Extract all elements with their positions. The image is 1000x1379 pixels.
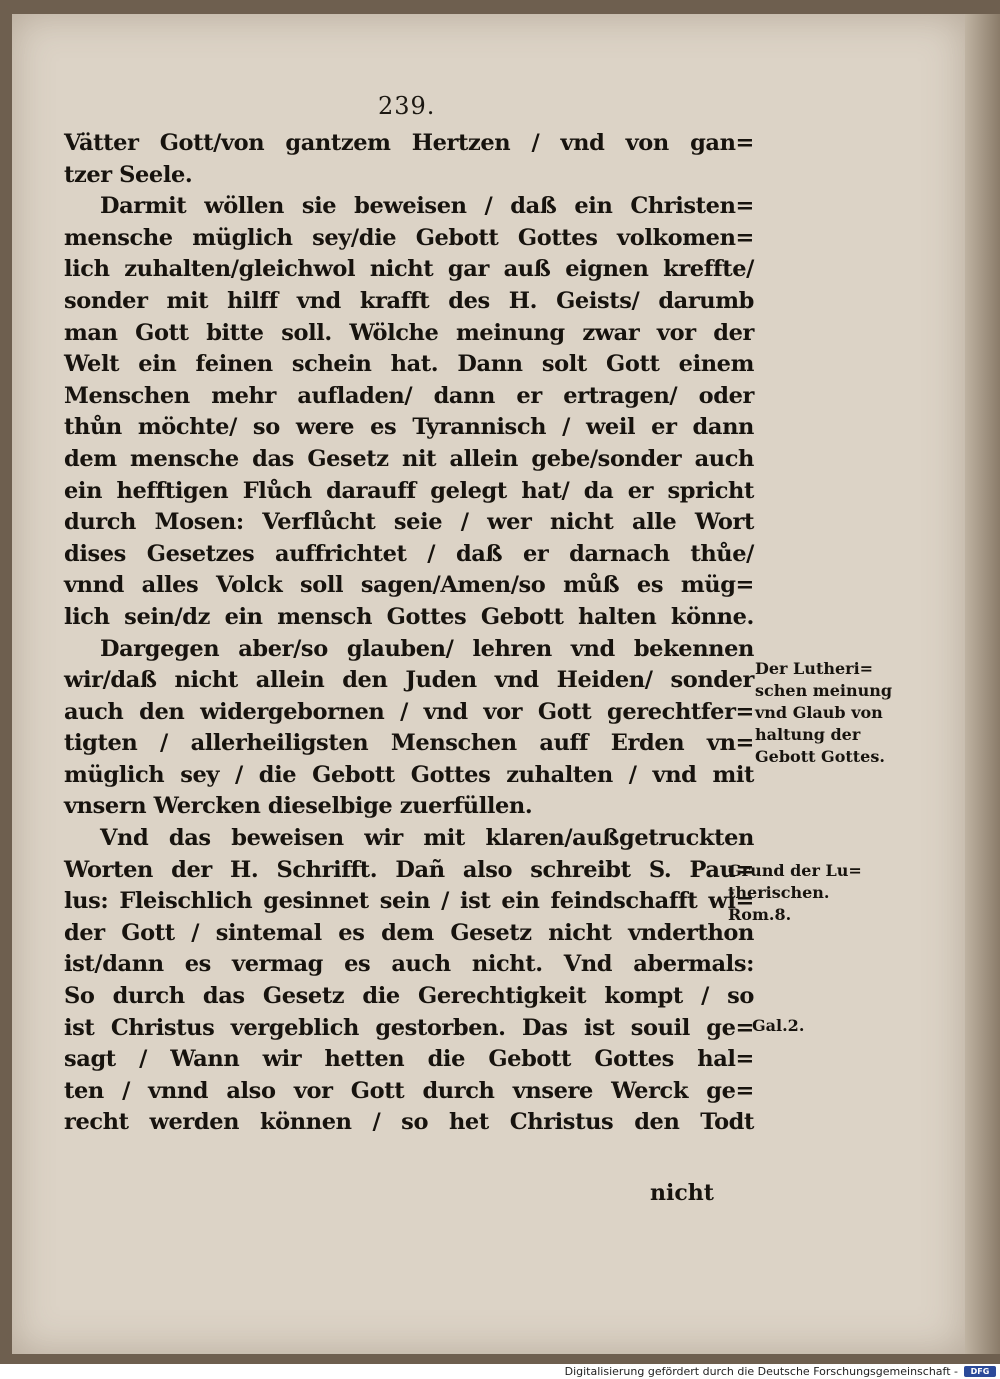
text-line: sagt / Wann wir hetten die Gebott Gottes hal= — [64, 1046, 754, 1073]
marginal-line: Gebott Gottes. — [755, 747, 885, 766]
text-line: ein hefftigen Flůch darauff gelegt hat/ da er spricht — [64, 477, 754, 504]
text-line: vnsern Wercken dieselbige zuerfüllen. — [64, 793, 533, 820]
text-line: tzer Seele. — [64, 161, 193, 188]
text-line: durch Mosen: Verflůcht seie / wer nicht alle Wort — [64, 509, 754, 536]
text-line: auch den widergebornen / vnd vor Gott gerechtfer= — [64, 698, 754, 725]
marginal-line: vnd Glaub von — [755, 703, 883, 722]
text-line: recht werden können / so het Christus den Todt — [64, 1109, 754, 1136]
marginal-line: Der Lutheri= — [755, 659, 874, 678]
text-line: Worten der H. Schrifft. Dañ also schreibt S. Pau= — [64, 856, 754, 883]
text-line: tigten / allerheiligsten Menschen auff Erden vn= — [64, 730, 754, 757]
text-line: So durch das Gesetz die Gerechtigkeit kompt / so — [64, 983, 754, 1010]
text-line: Vnd das beweisen wir mit klaren/außgetruckten — [100, 825, 754, 852]
text-line: lich zuhalten/gleichwol nicht gar auß eignen kreffte/ — [64, 256, 754, 283]
marginal-line: schen meinung — [755, 681, 893, 700]
text-line: der Gott / sintemal es dem Gesetz nicht vnderthon — [64, 919, 754, 946]
text-line: sonder mit hilff vnd krafft des H. Geists/ darumb — [64, 287, 754, 314]
text-line: lus: Fleischlich gesinnet sein / ist ein feindschafft wi= — [64, 888, 754, 915]
text-line: wir/daß nicht allein den Juden vnd Heiden/ sonder — [64, 667, 754, 694]
text-line: Menschen mehr aufladen/ dann er ertragen/ oder — [64, 382, 754, 409]
footer-credit: Digitalisierung gefördert durch die Deutsche Forschungsgemeinschaft - — [564, 1365, 958, 1378]
text-line: Darmit wöllen sie beweisen / daß ein Christen= — [100, 193, 754, 220]
page-number: 239. — [378, 92, 436, 120]
text-line: mensche müglich sey/die Gebott Gottes volkomen= — [64, 224, 754, 251]
text-line: Dargegen aber/so glauben/ lehren vnd bekennen — [100, 635, 754, 662]
marginal-reference-gal: Gal.2. — [752, 1016, 805, 1035]
text-line: dem mensche das Gesetz nit allein gebe/sonder auch — [64, 445, 754, 472]
marginal-line: haltung der — [755, 725, 861, 744]
text-line: dises Gesetzes auffrichtet / daß er darnach thůe/ — [64, 540, 754, 567]
text-line: lich sein/dz ein mensch Gottes Gebott halten könne. — [64, 603, 754, 630]
text-line: müglich sey / die Gebott Gottes zuhalten / vnd mit — [64, 761, 754, 788]
text-line: man Gott bitte soll. Wölche meinung zwar vor der — [64, 319, 754, 346]
body-text — [64, 128, 754, 1139]
page-edge — [965, 14, 1000, 1354]
text-line: ist/dann es vermag es auch nicht. Vnd abermals: — [64, 951, 754, 978]
footer-bar — [0, 1364, 1000, 1379]
catchword: nicht — [650, 1180, 714, 1206]
text-line: thůn möchte/ so were es Tyrannisch / weil er dann — [64, 414, 754, 441]
text-line: ten / vnnd also vor Gott durch vnsere Werck ge= — [64, 1077, 754, 1104]
text-line: Vätter Gott/von gantzem Hertzen / vnd von gan= — [64, 130, 754, 156]
dfg-logo-icon: DFG — [964, 1366, 996, 1377]
text-line: ist Christus vergeblich gestorben. Das ist souil ge= — [64, 1014, 754, 1041]
text-line: vnnd alles Volck soll sagen/Amen/so můß es müg= — [64, 572, 754, 599]
marginal-note-lutheran-grounds — [728, 860, 862, 926]
marginal-line: therischen. — [728, 883, 830, 902]
marginal-line: Grund der Lu= — [728, 861, 862, 880]
text-line: Welt ein feinen schein hat. Dann solt Gott einem — [64, 351, 754, 378]
marginal-reference-rom: Rom.8. — [728, 905, 792, 924]
marginal-note-lutheran-view — [755, 658, 892, 768]
